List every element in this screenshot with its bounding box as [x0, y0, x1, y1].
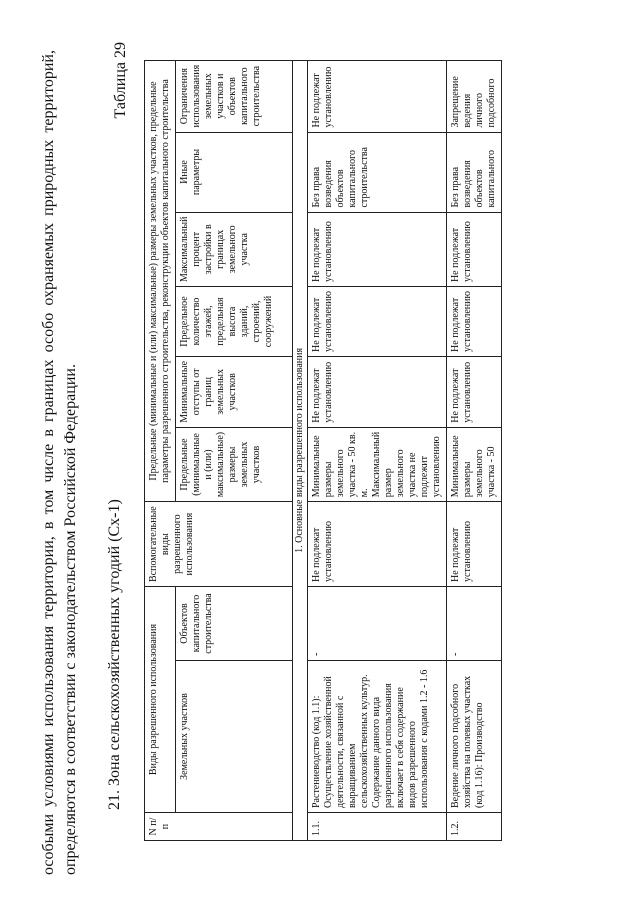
header-coverage: Максимальный процент застройки в границах земельного участка: [176, 212, 293, 287]
row-size: Минимальные размеры земельного участка - 50 кв. м. Максимальный размер земельного участка не подлежит установлению: [308, 427, 447, 501]
zone-title: 21. Зона сельскохозяйственных угодий (Сх-1): [106, 499, 123, 810]
header-num: N п/п: [145, 813, 293, 841]
row-other: Без права возведения объектов капитального строительства: [308, 132, 447, 212]
row-num: 1.1.: [308, 813, 447, 841]
row-aux: Не подлежат установлению: [447, 502, 502, 587]
section-row: [293, 60, 308, 840]
row-size: Минимальные размеры земельного участка - 50: [447, 427, 502, 501]
row-floors: Не подлежат установлению: [447, 287, 502, 357]
header-use-types: Виды разрешенного использования: [145, 587, 176, 813]
intro-paragraph: особыми условиями использования территории, в том числе в границах особо охраняемых природных территорий, определяются в соответствии с законодательством Российской Федерации.: [40, 50, 79, 875]
header-size: Предельные (минимальные и (или) максимальные) размеры земельных участков: [176, 427, 293, 501]
header-other: Иные параметры: [176, 132, 293, 212]
header-restrictions: Ограничения использования земельных участков и объектов капитального строительства: [176, 60, 293, 132]
table-number: Таблица 29: [112, 42, 129, 119]
header-aux: Вспомогательные виды разрешенного использования: [145, 502, 293, 587]
row-land: Ведение личного подсобного хозяйства на полевых участках (код 1.16): Производство: [447, 661, 502, 813]
row-num: 1.2.: [447, 813, 502, 841]
table-row: [308, 60, 447, 840]
header-setback: Минимальные отступы от границ земельных участков: [176, 356, 293, 427]
row-other: Без права возведения объектов капитального: [447, 132, 502, 212]
row-land: Растениеводство (код 1.1): Осуществление хозяйственной деятельности, связанной с выращиванием сельскохозяйственных культур. Содержание данного вида разрешенного использования включает в себя содержание видов разрешенного использования с кодами 1.2 - 1.6: [308, 661, 447, 813]
row-capital: -: [308, 587, 447, 661]
zoning-table: [144, 60, 502, 841]
row-setback: Не подлежат установлению: [447, 356, 502, 427]
header-land: Земельных участков: [176, 661, 293, 813]
row-setback: Не подлежат установлению: [308, 356, 447, 427]
row-floors: Не подлежат установлению: [308, 287, 447, 357]
section-title: 1. Основные виды разрешенного использования: [293, 60, 308, 840]
header-floors: Предельное количество этажей, предельная высота зданий, строений, сооружений: [176, 287, 293, 357]
header-row-1: [145, 60, 176, 840]
row-restrictions: Не подлежат установлению: [308, 60, 447, 132]
header-limits: Предельные (минимальные и (или) максимальные) размеры земельных участков, предельные параметры разрешенного строительства, реконструкции объектов капитального строительства: [145, 60, 176, 501]
row-restrictions: Запрещение ведения личного подсобного: [447, 60, 502, 132]
row-aux: Не подлежат установлению: [308, 502, 447, 587]
row-coverage: Не подлежат установлению: [447, 212, 502, 287]
row-capital: -: [447, 587, 502, 661]
row-coverage: Не подлежат установлению: [308, 212, 447, 287]
table-row: [447, 60, 502, 840]
header-capital: Объектов капитального строительства: [176, 587, 293, 661]
